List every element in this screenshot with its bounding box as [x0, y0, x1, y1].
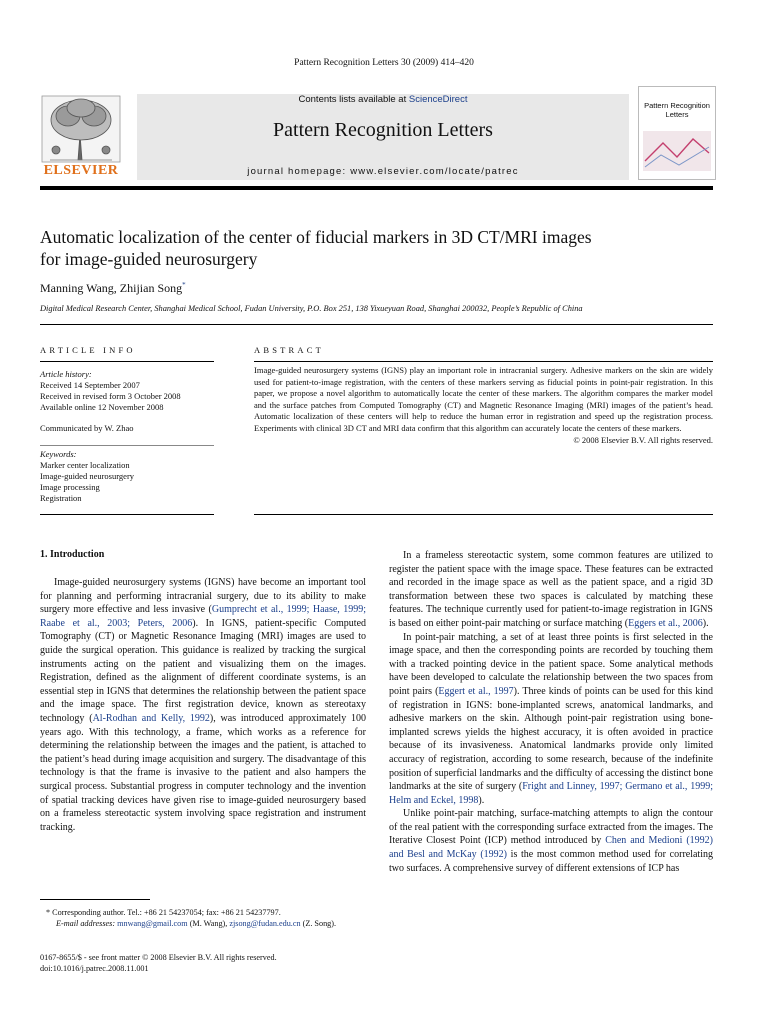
email-label: E-mail addresses: — [56, 919, 116, 928]
keyword-item: Marker center localization — [40, 460, 130, 470]
journal-cover-thumbnail — [638, 86, 716, 180]
abstract-copyright: © 2008 Elsevier B.V. All rights reserved. — [573, 434, 713, 445]
left-column — [40, 576, 366, 834]
text-run: ). Three kinds of points can be used for this kind of registration in IGNS: bone-implanted screws, anatomical landmarks, and adhesive markers on the skin. Although point-pair registration using bone-implanted screws yields the highest accuracy, it is often avoided in practice because of its invasiveness. Anatomical landmarks provide only limited accuracy of registration, according to some research, because of the indefinite position of superficial landmarks and the difficulty of accessing the distinct bone landmarks at the site of surgery ( — [389, 685, 714, 793]
article-info-heading: ARTICLE INFO — [40, 345, 136, 355]
citation-link[interactable]: Chen and Medioni (1992) and Besl and McKay (1992) — [389, 835, 714, 861]
text-run: ), was introduced approximately 100 years ago. With this technology, a frame, which works as a reference for determining the relationship between the images and the patient, is attached to the patient’s head during image acquisition and surgery. The disadvantage of this technology is that the frame is invasive to the patient and also hampers the surgical process. Substantial progress in computer technology and the invention of spatial tracking devices have given rise to image-guided neurosurgery based on a frameless stereotactic system involving space registration and instrument tracking. — [40, 712, 366, 833]
footnote — [40, 907, 366, 929]
keywords-block — [40, 449, 220, 504]
footnote-rule — [40, 899, 150, 900]
keywords-rule — [40, 445, 214, 446]
text-run: ). — [478, 794, 485, 806]
email-link[interactable]: mnwang@gmail.com — [117, 919, 188, 928]
article-info-bottom-rule — [40, 514, 214, 515]
abstract-bottom-rule — [254, 514, 713, 515]
abstract-body — [254, 365, 713, 446]
journal-title: Pattern Recognition Letters — [273, 119, 493, 141]
title-rule — [40, 324, 713, 325]
citation-link[interactable]: Al-Rodhan and Kelly, 1992 — [92, 712, 210, 724]
journal-citation: Pattern Recognition Letters 30 (2009) 414–420 — [294, 58, 474, 68]
corresponding-author-mark[interactable]: * — [182, 281, 186, 289]
citation-link[interactable]: Eggert et al., 1997 — [438, 685, 514, 697]
section-1-heading: 1. Introduction — [40, 549, 105, 560]
page-footer — [40, 952, 277, 974]
article-history — [40, 369, 220, 413]
received-date: Received 14 September 2007 — [40, 380, 140, 390]
text-run: is the most common method used for correlating two surfaces. A comprehensive survey of different extensions of ICP has — [389, 849, 713, 874]
footnote-mark: * — [46, 908, 51, 917]
text-run: In point-pair matching, a set of at least three points is first selected in the image space, and then the corresponding points are recorded by touching them with a tracked pointing device in the patient space. Some analytical methods have been developed to calculate the relationship between the two spaces from point pairs ( — [389, 631, 713, 697]
title-line-2: for image-guided neurosurgery — [40, 249, 258, 269]
text-run: ). In IGNS, patient-specific Computed Tomography (CT) or Magnetic Resonance Imaging (MRI) images are used to guide the surgical operation. This guidance is realized by tracking the surgical instruments acting on the patient and visualizing them on the images. Registration, defined as the alignment of different coordinate systems, is an essential step in IGNS that determines the relationship between the patient space and the image space. The first registration device, known as stereotaxy technology ( — [40, 617, 367, 724]
email-line — [40, 918, 366, 929]
abstract-text: Image-guided neurosurgery systems (IGNS) play an important role in intracranial surgery. Adhesive markers on the skin are widely used for patient-to-image registration, with the centers of these markers serving as fiducial points in point-pair registration. In this paper, we propose a novel algorithm to automatically locate the center of these markers. The algorithm compares the marker model and the surface patches from Computed Tomography (CT) and Magnetic Resonance Imaging (MRI) images of the patient’s head. Automatic localization of these centers will help to reduce the human error in registration and speed up the registration process. Experiments with clinical 3D CT and MRI data confirm that this algorithm can accurately locate the centers of these markers. — [254, 365, 713, 433]
cover-title: Pattern Recognition Letters — [644, 101, 710, 119]
issn-line: 0167-8655/$ - see front matter © 2008 Elsevier B.V. All rights reserved. — [40, 953, 277, 962]
abstract-heading: ABSTRACT — [254, 345, 324, 355]
cover-graphic — [643, 131, 711, 171]
email-link[interactable]: zjsong@fudan.edu.cn — [229, 919, 301, 928]
revised-date: Received in revised form 3 October 2008 — [40, 391, 181, 401]
citation-link[interactable]: Eggers et al., 2006 — [628, 617, 703, 629]
sciencedirect-link[interactable]: ScienceDirect — [408, 94, 468, 105]
title-line-1: Automatic localization of the center of fiducial markers in 3D CT/MRI images — [40, 227, 592, 247]
affiliation: Digital Medical Research Center, Shanghai Medical School, Fudan University, P.O. Box 251, 138 Yixueyuan Road, Shanghai 200032, People’s Republic of China — [40, 304, 583, 313]
right-column — [389, 549, 713, 875]
publisher-name: ELSEVIER — [43, 163, 119, 178]
paragraph — [40, 576, 366, 834]
paragraph — [389, 807, 713, 875]
journal-homepage[interactable]: journal homepage: www.elsevier.com/locate/patrec — [247, 166, 519, 177]
contents-prefix: Contents lists available at — [298, 94, 409, 105]
keywords-label: Keywords: — [40, 449, 77, 459]
email-owner: (M. Wang), — [189, 919, 228, 928]
text-run: Image-guided neurosurgery systems (IGNS) have become an important tool for planning and performing intracranial surgery, due to its ability to make surgery more effective and less invasive ( — [40, 577, 366, 616]
header-rule — [40, 186, 713, 190]
email-owner: (Z. Song). — [302, 919, 337, 928]
citation-link[interactable]: Gumprecht et al., 1999; Haase, 1999; Raabe et al., 2003; Peters, 2006 — [40, 604, 366, 629]
online-date: Available online 12 November 2008 — [40, 402, 164, 412]
text-run: In a frameless stereotactic system, some common features are utilized to register the patient space with the image space. These features can be extracted and recorded in the image space as well as the patient space, and a rigid 3D transformation between these two spaces is calculated by matching these features. The technique currently used for patient-to-image registration in IGNS is based on either point-pair matching or surface matching ( — [389, 550, 713, 629]
paragraph — [389, 631, 713, 808]
text-run: Unlike point-pair matching, surface-matching attempts to align the contour of the real patient with the corresponding surface extracted from the images. The Iterative Closest Point (ICP) method introduced by — [389, 808, 713, 847]
text-run: ). — [702, 617, 709, 629]
communicated-by: Communicated by W. Zhao — [40, 423, 134, 433]
authors — [40, 281, 186, 296]
article-title — [40, 226, 730, 270]
doi-line[interactable]: doi:10.1016/j.patrec.2008.11.001 — [40, 964, 149, 973]
history-label: Article history: — [40, 369, 92, 379]
abstract-rule — [254, 361, 713, 362]
corresponding-author-note — [40, 907, 366, 918]
paragraph — [389, 549, 713, 631]
keyword-item: Image-guided neurosurgery — [40, 471, 135, 481]
footnote-text: Corresponding author. Tel.: +86 21 54237054; fax: +86 21 54237797. — [52, 908, 281, 917]
article-info-rule — [40, 361, 214, 362]
keyword-item: Image processing — [40, 482, 100, 492]
author-names: Manning Wang, Zhijian Song — [40, 281, 183, 295]
keyword-item: Registration — [40, 493, 82, 503]
contents-line — [137, 94, 629, 105]
citation-link[interactable]: Fright and Linney, 1997; Germano et al., 1999; Helm and Eckel, 1998 — [389, 781, 713, 806]
